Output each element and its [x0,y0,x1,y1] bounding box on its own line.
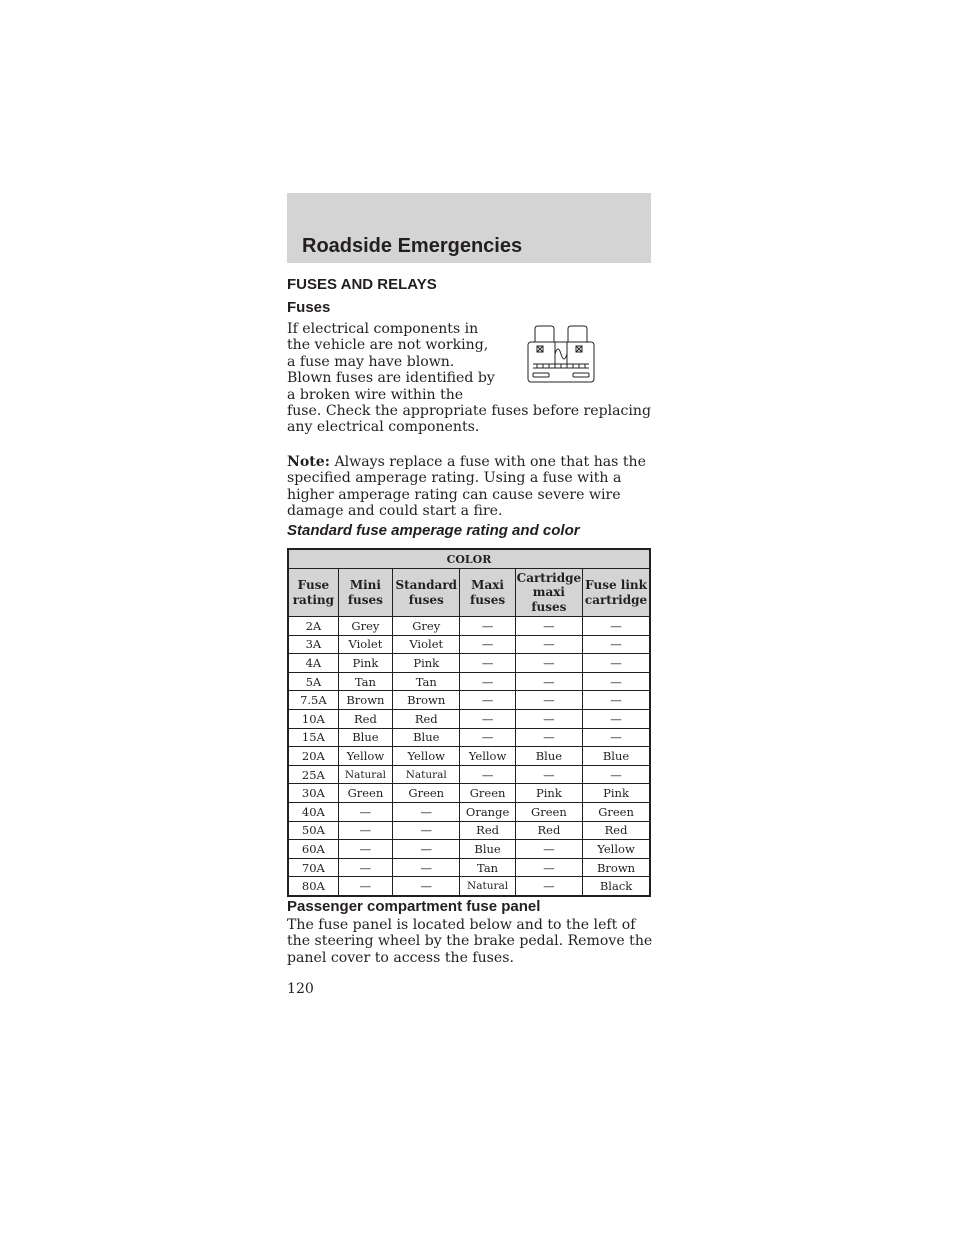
intro-text: If electrical components in the vehicle are not working, a fuse may have blown. Blown fuses are identified by a broken wire within the fuse. Check the appropriate fuses before replacing any electrical components. [287,321,652,436]
column-header: Fuse rating [288,569,338,617]
table-cell: Green [338,784,392,803]
table-cell: Tan [393,672,460,691]
table-cell: Brown [338,691,392,710]
table-cell: — [583,765,650,784]
table-cell: Red [338,709,392,728]
table-cell: Grey [393,617,460,636]
note-label: Note: [287,454,330,470]
table-cell: Brown [393,691,460,710]
table-cell: Yellow [338,747,392,766]
table-cell: 50A [288,821,338,840]
table-cell: Pink [393,654,460,673]
chapter-title: Roadside Emergencies [302,235,523,257]
table-cell: 20A [288,747,338,766]
table-cell: — [515,840,582,859]
color-group-header: COLOR [288,549,650,569]
table-cell: — [515,765,582,784]
table-cell: Yellow [583,840,650,859]
table-cell: Tan [338,672,392,691]
table-cell: Red [460,821,515,840]
table-row [288,858,650,877]
panel-paragraph: The fuse panel is located below and to the left of the steering wheel by the brake pedal. Remove the panel cover to access the fuses. [287,917,653,966]
table-cell: Grey [338,617,392,636]
table-cell: — [393,877,460,896]
table-cell: — [583,617,650,636]
intro-paragraph [287,321,653,436]
table-cell: 40A [288,802,338,821]
table-cell: — [515,654,582,673]
table-cell: Pink [338,654,392,673]
table-cell: Tan [460,858,515,877]
table-cell: Blue [460,840,515,859]
table-cell: Natural [460,877,515,896]
table-cell: Black [583,877,650,896]
table-cell: — [460,709,515,728]
table-cell: — [338,858,392,877]
table-cell: Blue [393,728,460,747]
table-cell: Violet [393,635,460,654]
note-text: Always replace a fuse with one that has the specified amperage rating. Using a fuse with a higher amperage rating can cause severe wire damage and could start a fire. [287,454,646,520]
table-cell: Natural [338,765,392,784]
table-cell: Green [460,784,515,803]
section-heading: FUSES AND RELAYS [287,276,437,293]
table-cell: Red [515,821,582,840]
table-cell: — [393,840,460,859]
table-cell: 30A [288,784,338,803]
table-body [288,617,650,896]
table-cell: Pink [515,784,582,803]
table-cell: — [515,672,582,691]
table-cell: 3A [288,635,338,654]
table-cell: — [515,617,582,636]
table-row [288,635,650,654]
table-row [288,709,650,728]
table-cell: 60A [288,840,338,859]
table-cell: 5A [288,672,338,691]
table-cell: Yellow [460,747,515,766]
table-cell: Blue [515,747,582,766]
table-cell: 10A [288,709,338,728]
note-paragraph [287,454,653,520]
page-number: 120 [287,981,314,997]
column-header: Mini fuses [338,569,392,617]
table-cell: 80A [288,877,338,896]
table-cell: — [583,654,650,673]
table-row [288,802,650,821]
table-cell: Violet [338,635,392,654]
column-header: Fuse link cartridge [583,569,650,617]
column-header: Maxi fuses [460,569,515,617]
table-row [288,617,650,636]
column-header: Cartridge maxi fuses [515,569,582,617]
table-cell: — [583,672,650,691]
table-cell: Green [515,802,582,821]
table-cell: 25A [288,765,338,784]
fuse-box-icon [525,324,597,384]
table-cell: Pink [583,784,650,803]
table-cell: Blue [583,747,650,766]
table-cell: Yellow [393,747,460,766]
table-row [288,840,650,859]
table-row [288,877,650,896]
table-row [288,728,650,747]
table-cell: — [460,728,515,747]
table-cell: — [515,635,582,654]
table-cell: Blue [338,728,392,747]
table-cell: Brown [583,858,650,877]
table-row [288,691,650,710]
table-row [288,672,650,691]
table-cell: Green [393,784,460,803]
table-row [288,765,650,784]
section-header-band [287,193,651,263]
table-cell: — [460,635,515,654]
table-cell: Natural [393,765,460,784]
table-cell: — [583,728,650,747]
table-cell: — [338,877,392,896]
table-cell: — [393,858,460,877]
table-row [288,784,650,803]
table-cell: — [515,858,582,877]
table-cell: — [460,617,515,636]
table-title: Standard fuse amperage rating and color [287,522,580,539]
fuse-color-table [287,548,651,897]
table-cell: — [393,802,460,821]
table-row [288,821,650,840]
table-cell: — [460,654,515,673]
subsection-heading: Fuses [287,299,331,316]
table-cell: — [393,821,460,840]
table-cell: — [338,821,392,840]
table-cell: Orange [460,802,515,821]
table-cell: — [338,802,392,821]
table-cell: — [515,728,582,747]
table-cell: — [583,691,650,710]
table-cell: — [460,765,515,784]
table-cell: 70A [288,858,338,877]
table-cell: 15A [288,728,338,747]
table-cell: 2A [288,617,338,636]
table-cell: — [460,691,515,710]
table-cell: — [583,635,650,654]
table-cell: Red [583,821,650,840]
table-cell: — [515,691,582,710]
table-cell: — [515,709,582,728]
table-cell: 4A [288,654,338,673]
table-cell: — [515,877,582,896]
table-row [288,654,650,673]
table-header-row [288,569,650,617]
table-cell: — [460,672,515,691]
table-cell: Green [583,802,650,821]
panel-section-heading: Passenger compartment fuse panel [287,898,541,915]
table-cell: Red [393,709,460,728]
table-cell: 7.5A [288,691,338,710]
table-cell: — [583,709,650,728]
column-header: Standard fuses [393,569,460,617]
table-cell: — [338,840,392,859]
table-row [288,747,650,766]
